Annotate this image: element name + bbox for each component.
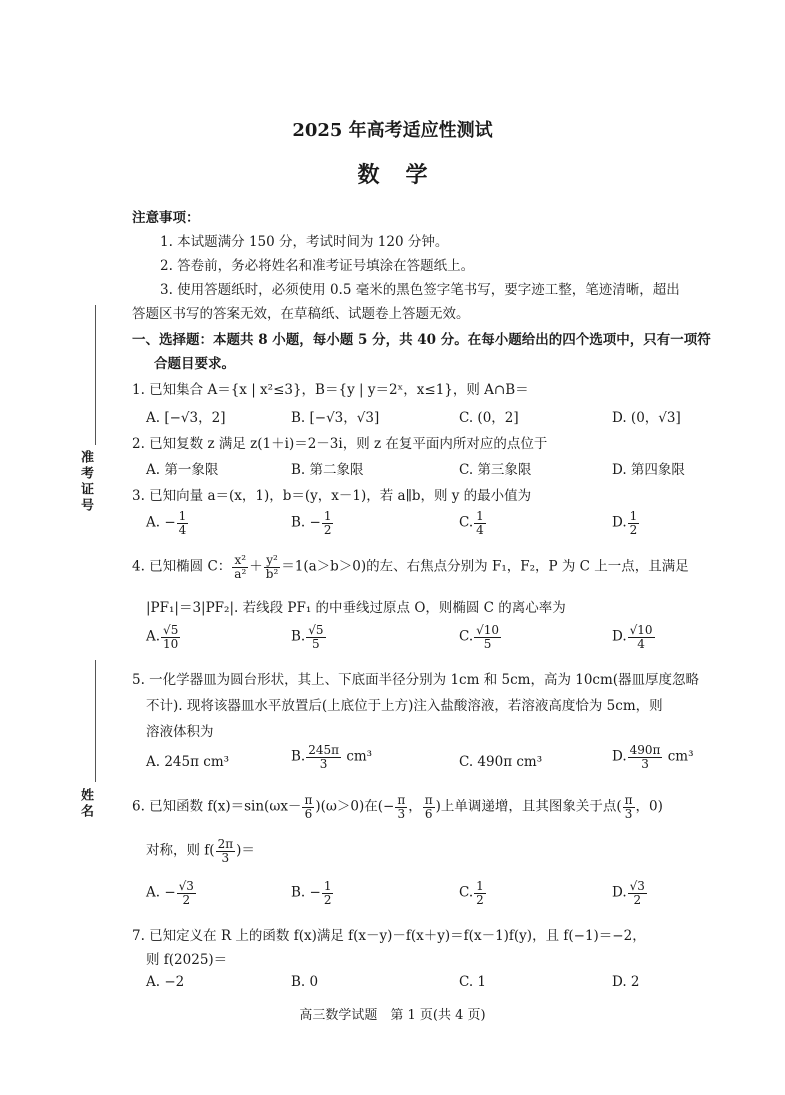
fraction — [264, 554, 281, 580]
numerator: 245π — [308, 743, 340, 757]
fraction — [395, 794, 407, 820]
fraction — [306, 744, 341, 770]
q4-option-d — [612, 624, 656, 650]
option-prefix: A. − — [146, 884, 176, 901]
notice-item-2: 2. 答卷前，务必将姓名和准考证号填涂在答题纸上。 — [160, 258, 475, 274]
denominator: 2 — [323, 522, 332, 537]
q1-option-c: C. (0，2] — [459, 410, 519, 426]
denominator: 3 — [624, 806, 633, 821]
denominator: 2 — [629, 522, 638, 537]
binding-line — [95, 660, 96, 782]
numerator: √3 — [629, 879, 645, 893]
option-prefix: D. — [612, 748, 627, 765]
name-label: 姓名 — [78, 788, 93, 820]
q6-option-b — [291, 880, 334, 906]
fraction — [628, 510, 640, 536]
q5-option-a: A. 245π cm³ — [146, 754, 230, 770]
option-prefix: B. — [291, 748, 306, 765]
q3-option-c — [459, 510, 487, 536]
fraction — [423, 794, 435, 820]
option-prefix: B. − — [291, 514, 321, 531]
question-5-stem-cont: 不计). 现将该器皿水平放置后(上底位于上方)注入盐酸溶液，若溶液高度恰为 5cm，则 — [146, 698, 663, 714]
denominator: 4 — [178, 522, 187, 537]
q6-option-d — [612, 880, 648, 906]
q1-option-d: D. (0，√3] — [612, 410, 681, 426]
q2-option-a: A. 第一象限 — [146, 462, 219, 478]
q3-option-d — [612, 510, 640, 536]
fraction — [474, 880, 486, 906]
section-heading-cont: 合题目要求。 — [154, 356, 235, 372]
denominator: 3 — [641, 756, 649, 771]
option-prefix: C. — [459, 628, 474, 645]
denominator: 5 — [312, 636, 320, 651]
question-7-stem-cont: 则 f(2025)＝ — [146, 952, 228, 968]
denominator: 3 — [397, 806, 406, 821]
fraction — [623, 794, 635, 820]
fraction — [232, 554, 248, 580]
notice-item-3: 3. 使用答题纸时，必须使用 0.5 毫米的黑色签字笔书写，要字迹工整，笔迹清晰，超出 — [160, 282, 680, 298]
denominator: 3 — [319, 756, 328, 771]
fraction — [474, 624, 501, 650]
q6-option-a — [146, 880, 197, 906]
stem-text: 4. 已知椭圆 C： — [132, 558, 232, 575]
q7-option-d: D. 2 — [612, 974, 640, 990]
q4-option-b — [291, 624, 327, 650]
question-6-stem-cont — [146, 838, 255, 864]
option-prefix: B. − — [291, 884, 321, 901]
stem-text: ，0) — [635, 798, 663, 815]
numerator: √10 — [629, 623, 653, 637]
numerator: √5 — [163, 623, 179, 637]
q6-option-c — [459, 880, 487, 906]
numerator: 1 — [323, 879, 332, 893]
fraction — [474, 510, 486, 536]
denominator: 3 — [221, 850, 230, 865]
fraction — [628, 624, 655, 650]
fraction — [302, 794, 314, 820]
numerator: x² — [234, 553, 247, 567]
notice-item-1: 1. 本试题满分 150 分，考试时间为 120 分钟。 — [160, 234, 449, 250]
question-2-stem: 2. 已知复数 z 满足 z(1＋i)＝2－3i，则 z 在复平面内所对应的点位于 — [132, 436, 548, 452]
numerator: 1 — [476, 509, 484, 523]
q4-option-c — [459, 624, 502, 650]
q2-option-c: C. 第三象限 — [459, 462, 532, 478]
fraction — [322, 880, 334, 906]
binding-line — [95, 305, 96, 445]
option-prefix: D. — [612, 628, 627, 645]
stem-text: )(ω＞0)在(− — [315, 798, 395, 815]
option-prefix: D. — [612, 514, 627, 531]
stem-text: ， — [408, 798, 422, 815]
q5-option-d — [612, 744, 694, 770]
question-3-stem: 3. 已知向量 a＝(x，1)，b＝(y，x－1)，若 a∥b，则 y 的最小值为 — [132, 488, 532, 504]
stem-text: 6. 已知函数 f(x)＝sin(ωx－ — [132, 798, 302, 815]
stem-text: )＝ — [236, 842, 255, 859]
exam-number-label: 准考证号 — [78, 450, 93, 514]
denominator: 2 — [323, 892, 332, 907]
option-prefix: C. — [459, 514, 474, 531]
denominator: 2 — [476, 892, 484, 907]
q2-option-b: B. 第二象限 — [291, 462, 364, 478]
fraction — [161, 624, 180, 650]
numerator: √5 — [308, 623, 324, 637]
denominator: a² — [234, 566, 247, 581]
denominator: 4 — [637, 636, 645, 651]
option-prefix: B. — [291, 628, 306, 645]
option-prefix: A. — [146, 628, 161, 645]
question-4-stem-cont: |PF₁|＝3|PF₂|. 若线段 PF₁ 的中垂线过原点 O，则椭圆 C 的离心率为 — [146, 600, 566, 616]
numerator: 1 — [178, 509, 187, 523]
numerator: 1 — [323, 509, 332, 523]
numerator: π — [304, 793, 313, 807]
numerator: y² — [266, 553, 278, 567]
fraction — [628, 744, 663, 770]
stem-text: ＝1(a＞b＞0)的左、右焦点分别为 F₁，F₂，P 为 C 上一点，且满足 — [281, 558, 689, 575]
fraction — [177, 510, 189, 536]
denominator: 2 — [633, 892, 642, 907]
page-footer: 高三数学试题 第 1 页(共 4 页) — [299, 1008, 486, 1023]
question-5-stem-cont: 溶液体积为 — [146, 724, 214, 740]
numerator: √3 — [178, 879, 194, 893]
numerator: 1 — [629, 509, 638, 523]
q3-option-b — [291, 510, 334, 536]
denominator: 10 — [163, 636, 179, 651]
denominator: 6 — [304, 806, 313, 821]
stem-text: )上单调递增，且其图象关于点( — [435, 798, 622, 815]
subject-title: 数学 — [357, 162, 454, 188]
q7-option-c: C. 1 — [459, 974, 487, 990]
fraction — [628, 880, 647, 906]
numerator: 490π — [629, 743, 661, 757]
question-5-stem: 5. 一化学器皿为圆台形状，其上、下底面半径分别为 1cm 和 5cm，高为 10cm(器皿厚度忽略 — [132, 672, 700, 688]
fraction — [177, 880, 196, 906]
numerator: 1 — [476, 879, 484, 893]
question-7-stem: 7. 已知定义在 R 上的函数 f(x)满足 f(x－y)－f(x＋y)＝f(x－1)f(y)，且 f(−1)＝−2， — [132, 928, 646, 944]
q7-option-a: A. −2 — [146, 974, 185, 990]
q5-option-b — [291, 744, 372, 770]
unit: cm³ — [667, 748, 694, 765]
exam-title: 2025 年高考适应性测试 — [292, 120, 493, 141]
denominator: 4 — [476, 522, 484, 537]
numerator: 2π — [217, 837, 234, 851]
fraction — [322, 510, 334, 536]
notice-heading: 注意事项： — [132, 210, 200, 226]
q1-option-a: A. [−√3，2] — [146, 410, 226, 426]
denominator: 2 — [182, 892, 191, 907]
notice-item-3-cont: 答题区书写的答案无效，在草稿纸、试题卷上答题无效。 — [132, 306, 470, 322]
q5-option-c: C. 490π cm³ — [459, 754, 543, 770]
section-heading: 一、选择题：本题共 8 小题，每小题 5 分，共 40 分。在每小题给出的四个选项中，只有一项符 — [132, 332, 711, 348]
numerator: √10 — [476, 623, 500, 637]
numerator: π — [397, 793, 406, 807]
option-prefix: A. − — [146, 514, 176, 531]
q7-option-b: B. 0 — [291, 974, 319, 990]
stem-text: 对称，则 f( — [146, 842, 215, 859]
denominator: 5 — [483, 636, 492, 651]
question-1-stem: 1. 已知集合 A＝{x | x²≤3}，B＝{y | y＝2ˣ，x≤1}，则 A∩B＝ — [132, 382, 529, 398]
option-prefix: D. — [612, 884, 627, 901]
question-6-stem — [132, 794, 663, 820]
denominator: b² — [265, 566, 279, 581]
numerator: π — [624, 793, 633, 807]
q2-option-d: D. 第四象限 — [612, 462, 685, 478]
denominator: 6 — [424, 806, 433, 821]
q3-option-a — [146, 510, 189, 536]
fraction — [216, 838, 236, 864]
option-prefix: C. — [459, 884, 474, 901]
q4-option-a — [146, 624, 181, 650]
numerator: π — [424, 793, 433, 807]
question-4-stem: 4. 已知椭圆 C： $\frac{\text{x²}}{\text{a²}}$ ＋ $\frac{\text{y²}}{\text{b²}}$ ＝1(a＞b＞0)的左、右焦点分别为 F₁，F₂，P 为 C 上一点，且满足 — [132, 553, 689, 581]
unit: cm³ — [346, 748, 373, 765]
q1-option-b: B. [−√3，√3] — [291, 410, 380, 426]
fraction — [306, 624, 325, 650]
